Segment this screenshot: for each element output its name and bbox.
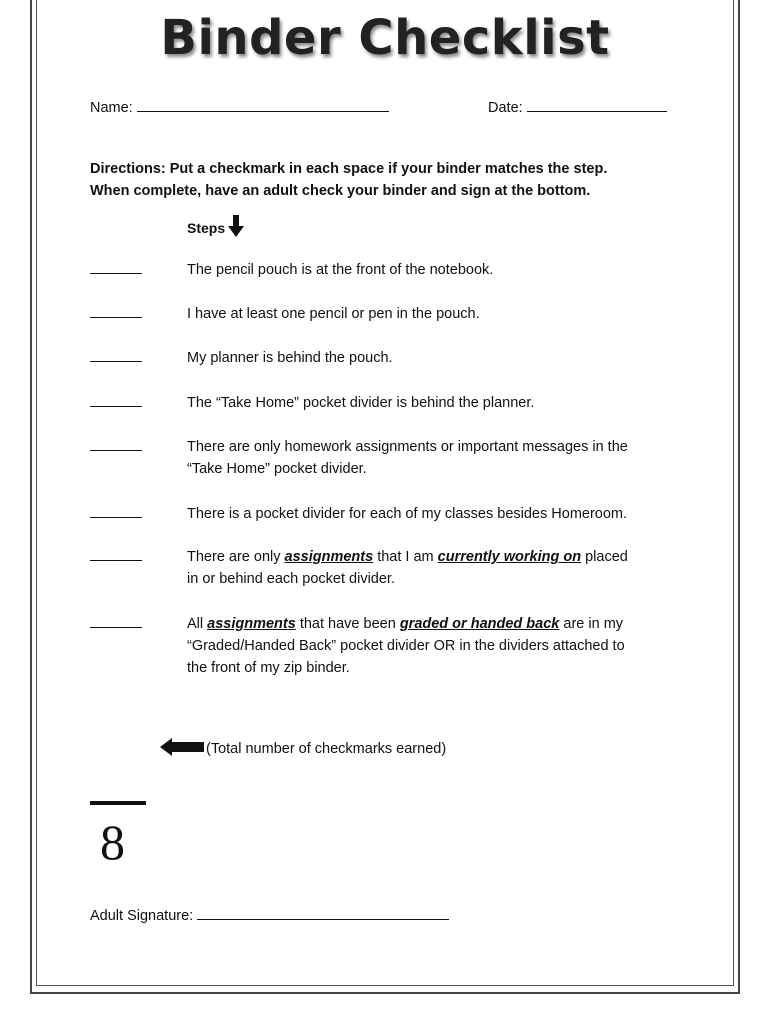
total-checkmarks	[160, 738, 446, 760]
step-5-line-2: “Take Home” pocket divider.	[187, 461, 367, 477]
checkmark-blank-1[interactable]	[90, 273, 142, 274]
checkmark-blank-3[interactable]	[90, 361, 142, 362]
signature-field[interactable]	[90, 904, 449, 924]
steps-heading	[187, 215, 244, 240]
step-text-8	[187, 613, 687, 679]
total-label: (Total number of checkmarks earned)	[206, 741, 447, 757]
step-text-5	[187, 436, 687, 480]
step-8-part-1: All	[187, 616, 208, 632]
page-border-inner	[36, 0, 734, 986]
step-7-emphasis-1: assignments	[284, 549, 374, 565]
checkmark-blank-8[interactable]	[90, 627, 142, 628]
directions-line-1: Directions: Put a checkmark in each space if your binder matches the step.	[90, 161, 608, 177]
checkmark-blank-2[interactable]	[90, 317, 142, 318]
step-8-line-3: the front of my zip binder.	[187, 660, 350, 676]
steps-label: Steps	[187, 219, 226, 236]
step-text-4: The “Take Home” pocket divider is behind the planner.	[187, 395, 535, 411]
date-blank[interactable]	[527, 96, 667, 112]
step-8-line-1	[187, 613, 687, 635]
down-arrow-icon	[228, 215, 244, 240]
step-8-emphasis-1: assignments	[207, 616, 296, 632]
checkmark-blank-6[interactable]	[90, 517, 142, 518]
step-5-line-1: There are only homework assignments or important messages in the	[187, 439, 628, 455]
signature-blank[interactable]	[197, 904, 449, 920]
score-fraction-bar[interactable]	[90, 801, 146, 805]
directions-line-2: When complete, have an adult check your binder and sign at the bottom.	[90, 183, 591, 199]
name-field[interactable]	[90, 96, 389, 116]
step-8-part-2: that have been	[295, 616, 400, 632]
directions	[90, 158, 690, 202]
step-text-6: There is a pocket divider for each of my classes besides Homeroom.	[187, 506, 628, 522]
step-7-line-2: in or behind each pocket divider.	[187, 571, 395, 587]
name-blank[interactable]	[137, 96, 389, 112]
step-8-part-3: are in my	[559, 616, 624, 632]
date-label: Date:	[488, 100, 523, 116]
step-7-part-1: There are only	[187, 549, 285, 565]
name-label: Name:	[90, 100, 133, 116]
step-text-7	[187, 546, 687, 590]
step-7-part-3: placed	[581, 549, 628, 565]
step-text-3: My planner is behind the pouch.	[187, 350, 393, 366]
page-title: Binder Checklist	[160, 10, 610, 66]
checkmark-blank-4[interactable]	[90, 406, 142, 407]
left-arrow-icon	[160, 738, 204, 760]
step-8-emphasis-2: graded or handed back	[399, 616, 560, 632]
step-7-emphasis-2: currently working on	[437, 549, 582, 565]
step-text-2: I have at least one pencil or pen in the pouch.	[187, 306, 480, 322]
checkmark-blank-7[interactable]	[90, 560, 142, 561]
step-7-part-2: that I am	[373, 549, 438, 565]
step-text-1: The pencil pouch is at the front of the notebook.	[187, 262, 494, 278]
checkmark-blank-5[interactable]	[90, 450, 142, 451]
date-field[interactable]	[488, 96, 667, 116]
step-8-line-2: “Graded/Handed Back” pocket divider OR in the dividers attached to	[187, 638, 625, 654]
step-7-line-1	[187, 546, 687, 568]
signature-label: Adult Signature:	[90, 908, 194, 924]
score-denominator: 8	[100, 814, 125, 870]
